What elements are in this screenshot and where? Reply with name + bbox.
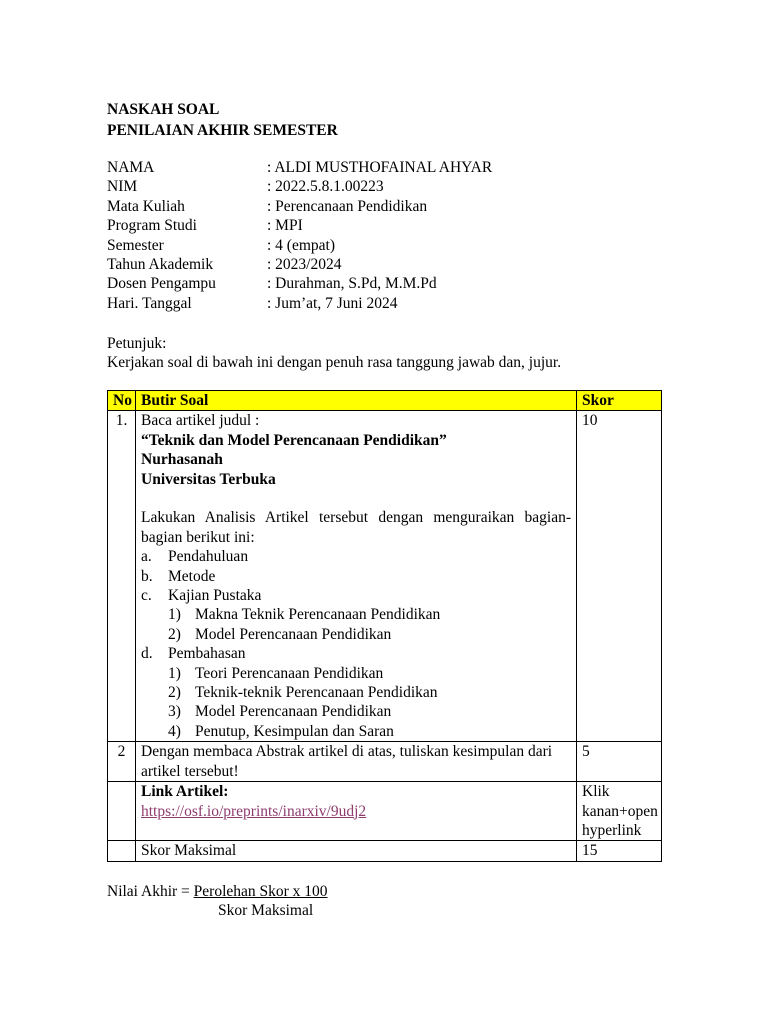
header-no: No [108, 391, 136, 411]
question-score: 10 [577, 411, 662, 742]
title-line-2: PENILAIAN AKHIR SEMESTER [107, 122, 338, 139]
question-number: 2 [108, 742, 136, 782]
instructions-heading: Petunjuk: [107, 335, 167, 352]
list-subitem: 1) Makna Teknik Perencanaan Pendidikan [168, 606, 441, 624]
table-row-total [108, 841, 662, 861]
info-label: Mata Kuliah [107, 197, 185, 215]
article-link-cell [136, 782, 577, 841]
student-info [107, 158, 492, 313]
article-author: Nurhasanah [141, 451, 223, 469]
list-item: d. Pembahasan [141, 645, 246, 663]
formula-denominator: Skor Maksimal [218, 902, 314, 920]
info-label: NAMA [107, 159, 155, 176]
question-intro: Baca artikel judul : [141, 412, 260, 430]
article-institution: Universitas Terbuka [141, 470, 276, 488]
table-header-row [108, 391, 662, 411]
empty-cell [108, 841, 136, 861]
info-value: : MPI [267, 217, 303, 235]
question-content: Dengan membaca Abstrak artikel di atas, tuliskan kesimpulan dari artikel tersebut! [136, 742, 577, 782]
info-row-dosen-pengampu [107, 274, 492, 293]
info-value: : ALDI MUSTHOFAINAL AHYAR [267, 159, 493, 176]
title-line-1: NASKAH SOAL [107, 101, 220, 118]
formula-numerator: Perolehan Skor x 100 [193, 883, 328, 900]
list-subitem: 4) Penutup, Kesimpulan dan Saran [168, 722, 394, 740]
total-label: Skor Maksimal [136, 841, 577, 861]
info-value: : Perencanaan Pendidikan [267, 197, 428, 215]
list-subitem: 2) Model Perencanaan Pendidikan [168, 625, 392, 643]
instructions-text: Kerjakan soal di bawah ini dengan penuh rasa tanggung jawab dan, jujur. [107, 354, 562, 372]
table-row [108, 742, 662, 782]
list-subitem: 2) Teknik-teknik Perencanaan Pendidikan [168, 684, 438, 702]
formula-prefix: Nilai Akhir = [107, 883, 194, 900]
empty-cell [108, 782, 136, 841]
list-item: a. Pendahuluan [141, 548, 249, 566]
info-value: : Durahman, S.Pd, M.M.Pd [267, 275, 437, 293]
info-value: : 2022.5.8.1.00223 [267, 178, 384, 196]
question-number: 1. [108, 411, 136, 742]
link-note: Klik kanan+open hyperlink [577, 782, 662, 841]
info-label: Tahun Akademik [107, 255, 214, 273]
info-label: Hari. Tanggal [107, 294, 192, 312]
table-row-link [108, 782, 662, 841]
formula-line [107, 882, 328, 901]
info-value: : 4 (empat) [267, 236, 336, 254]
article-title: “Teknik dan Model Perencanaan Pendidikan” [141, 431, 447, 449]
info-row-nama [107, 158, 492, 177]
info-value: : 2023/2024 [267, 255, 342, 273]
question-score: 5 [577, 742, 662, 782]
info-label: Semester [107, 236, 164, 254]
table-row [108, 411, 662, 742]
document-title [107, 100, 338, 142]
info-label: Program Studi [107, 217, 197, 235]
info-row-tahun-akademik [107, 255, 492, 274]
total-score: 15 [577, 841, 662, 861]
info-row-mata-kuliah [107, 197, 492, 216]
info-value: : Jum’at, 7 Juni 2024 [267, 294, 398, 312]
instructions [107, 334, 561, 373]
list-item: b. Metode [141, 567, 216, 585]
info-row-nim [107, 177, 492, 196]
header-skor: Skor [577, 391, 662, 411]
info-row-hari-tanggal [107, 294, 492, 313]
article-link[interactable]: https://osf.io/preprints/inarxiv/9udj2 [141, 802, 367, 820]
question-content [136, 411, 577, 742]
info-row-semester [107, 236, 492, 255]
list-subitem: 1) Teori Perencanaan Pendidikan [168, 664, 384, 682]
info-row-program-studi [107, 216, 492, 235]
list-item: c. Kajian Pustaka [141, 587, 262, 605]
info-label: NIM [107, 178, 138, 196]
list-subitem: 3) Model Perencanaan Pendidikan [168, 703, 392, 721]
header-butir-soal: Butir Soal [136, 391, 577, 411]
question-task: Lakukan Analisis Artikel tersebut dengan menguraikan bagian-bagian berikut ini: [141, 509, 571, 546]
link-label: Link Artikel: [141, 783, 229, 801]
info-label: Dosen Pengampu [107, 275, 216, 293]
final-score-formula [107, 882, 328, 921]
question-table [107, 390, 662, 862]
